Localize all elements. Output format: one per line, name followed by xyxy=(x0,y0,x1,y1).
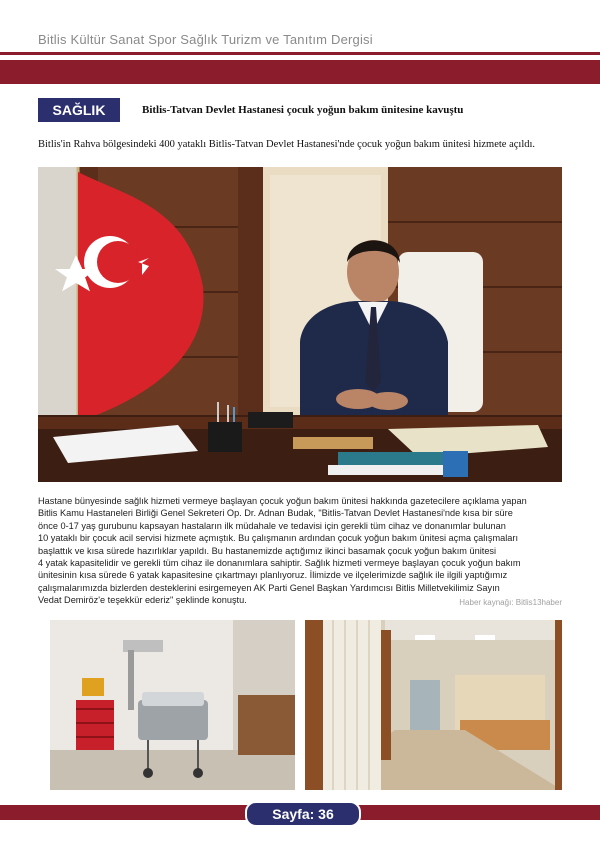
magazine-masthead: Bitlis Kültür Sanat Spor Sağlık Turizm ve Tanıtım Dergisi xyxy=(38,32,373,47)
icu-bed-photo xyxy=(38,620,295,790)
section-tag: SAĞLIK xyxy=(38,98,120,122)
header-band xyxy=(0,60,600,84)
body-line: Bitlis Kamu Hastaneleri Birliği Genel Sekreteri Op. Dr. Adnan Budak, "Bitlis-Tatvan Devlet Hastanesi'nde kısa bir süre xyxy=(38,508,513,519)
office-scene-illustration xyxy=(38,167,562,482)
article-body xyxy=(38,495,562,607)
main-photo xyxy=(38,167,562,482)
body-line: başlattık ve kısa sürede hazırlıklar yapıldı. Bu hastanemizde açtığımız ikinci basamak çocuk yoğun bakım ünitesi xyxy=(38,545,497,556)
body-line: çalışmalarımızda bizlerden desteklerini esirgemeyen AK Parti Genel Başkan Yardımcısı Bitlis Milletvekilimiz Sayın xyxy=(38,582,500,593)
body-line: ünitesinin kısa sürede 6 yatak kapasitesine çıkartmayı planlıyoruz. İlimizde ve ilçelerimizde sağlık ile ilgili yaptığımız xyxy=(38,570,508,581)
icu-corridor-photo xyxy=(305,620,562,790)
body-line: 4 yatak kapasitelidir ve gerekli tüm cihaz ile donanımlara sahiptir. Sağlık hizmeti vermeye başlayan çocuk yoğun bakım xyxy=(38,558,521,569)
body-line: Vedat Demiröz'e teşekkür ederiz" şeklinde konuştu. xyxy=(38,595,247,606)
body-line: 10 yataklı bir çocuk acil servisi hizmete açmıştık. Bu çalışmanın ardından çocuk yoğun bakım ünitesi açma çalışmaları xyxy=(38,533,518,544)
article-lead: Bitlis'in Rahva bölgesindeki 400 yataklı Bitlis-Tatvan Devlet Hastanesi'nde çocuk yoğun bakım ünitesi hizmete açıldı. xyxy=(38,139,536,150)
body-line: Hastane bünyesinde sağlık hizmeti vermeye başlayan çocuk yoğun bakım ünitesi hakkında gazetecilere açıklama yapan xyxy=(38,496,527,506)
header-divider xyxy=(0,52,600,55)
article-headline: Bitlis-Tatvan Devlet Hastanesi çocuk yoğun bakım ünitesine kavuştu xyxy=(142,104,464,116)
icu-room-illustration xyxy=(38,620,295,790)
page-number: Sayfa: 36 xyxy=(245,801,361,827)
news-source: Haber kaynağı: Bitlis13haber xyxy=(459,598,562,607)
body-line: önce 0-17 yaş gurubunu kapsayan hastaların ilk müdahale ve tedavisi için gerekli tüm cihaz ve donanımlar bulunan xyxy=(38,520,506,531)
corridor-illustration xyxy=(305,620,562,790)
